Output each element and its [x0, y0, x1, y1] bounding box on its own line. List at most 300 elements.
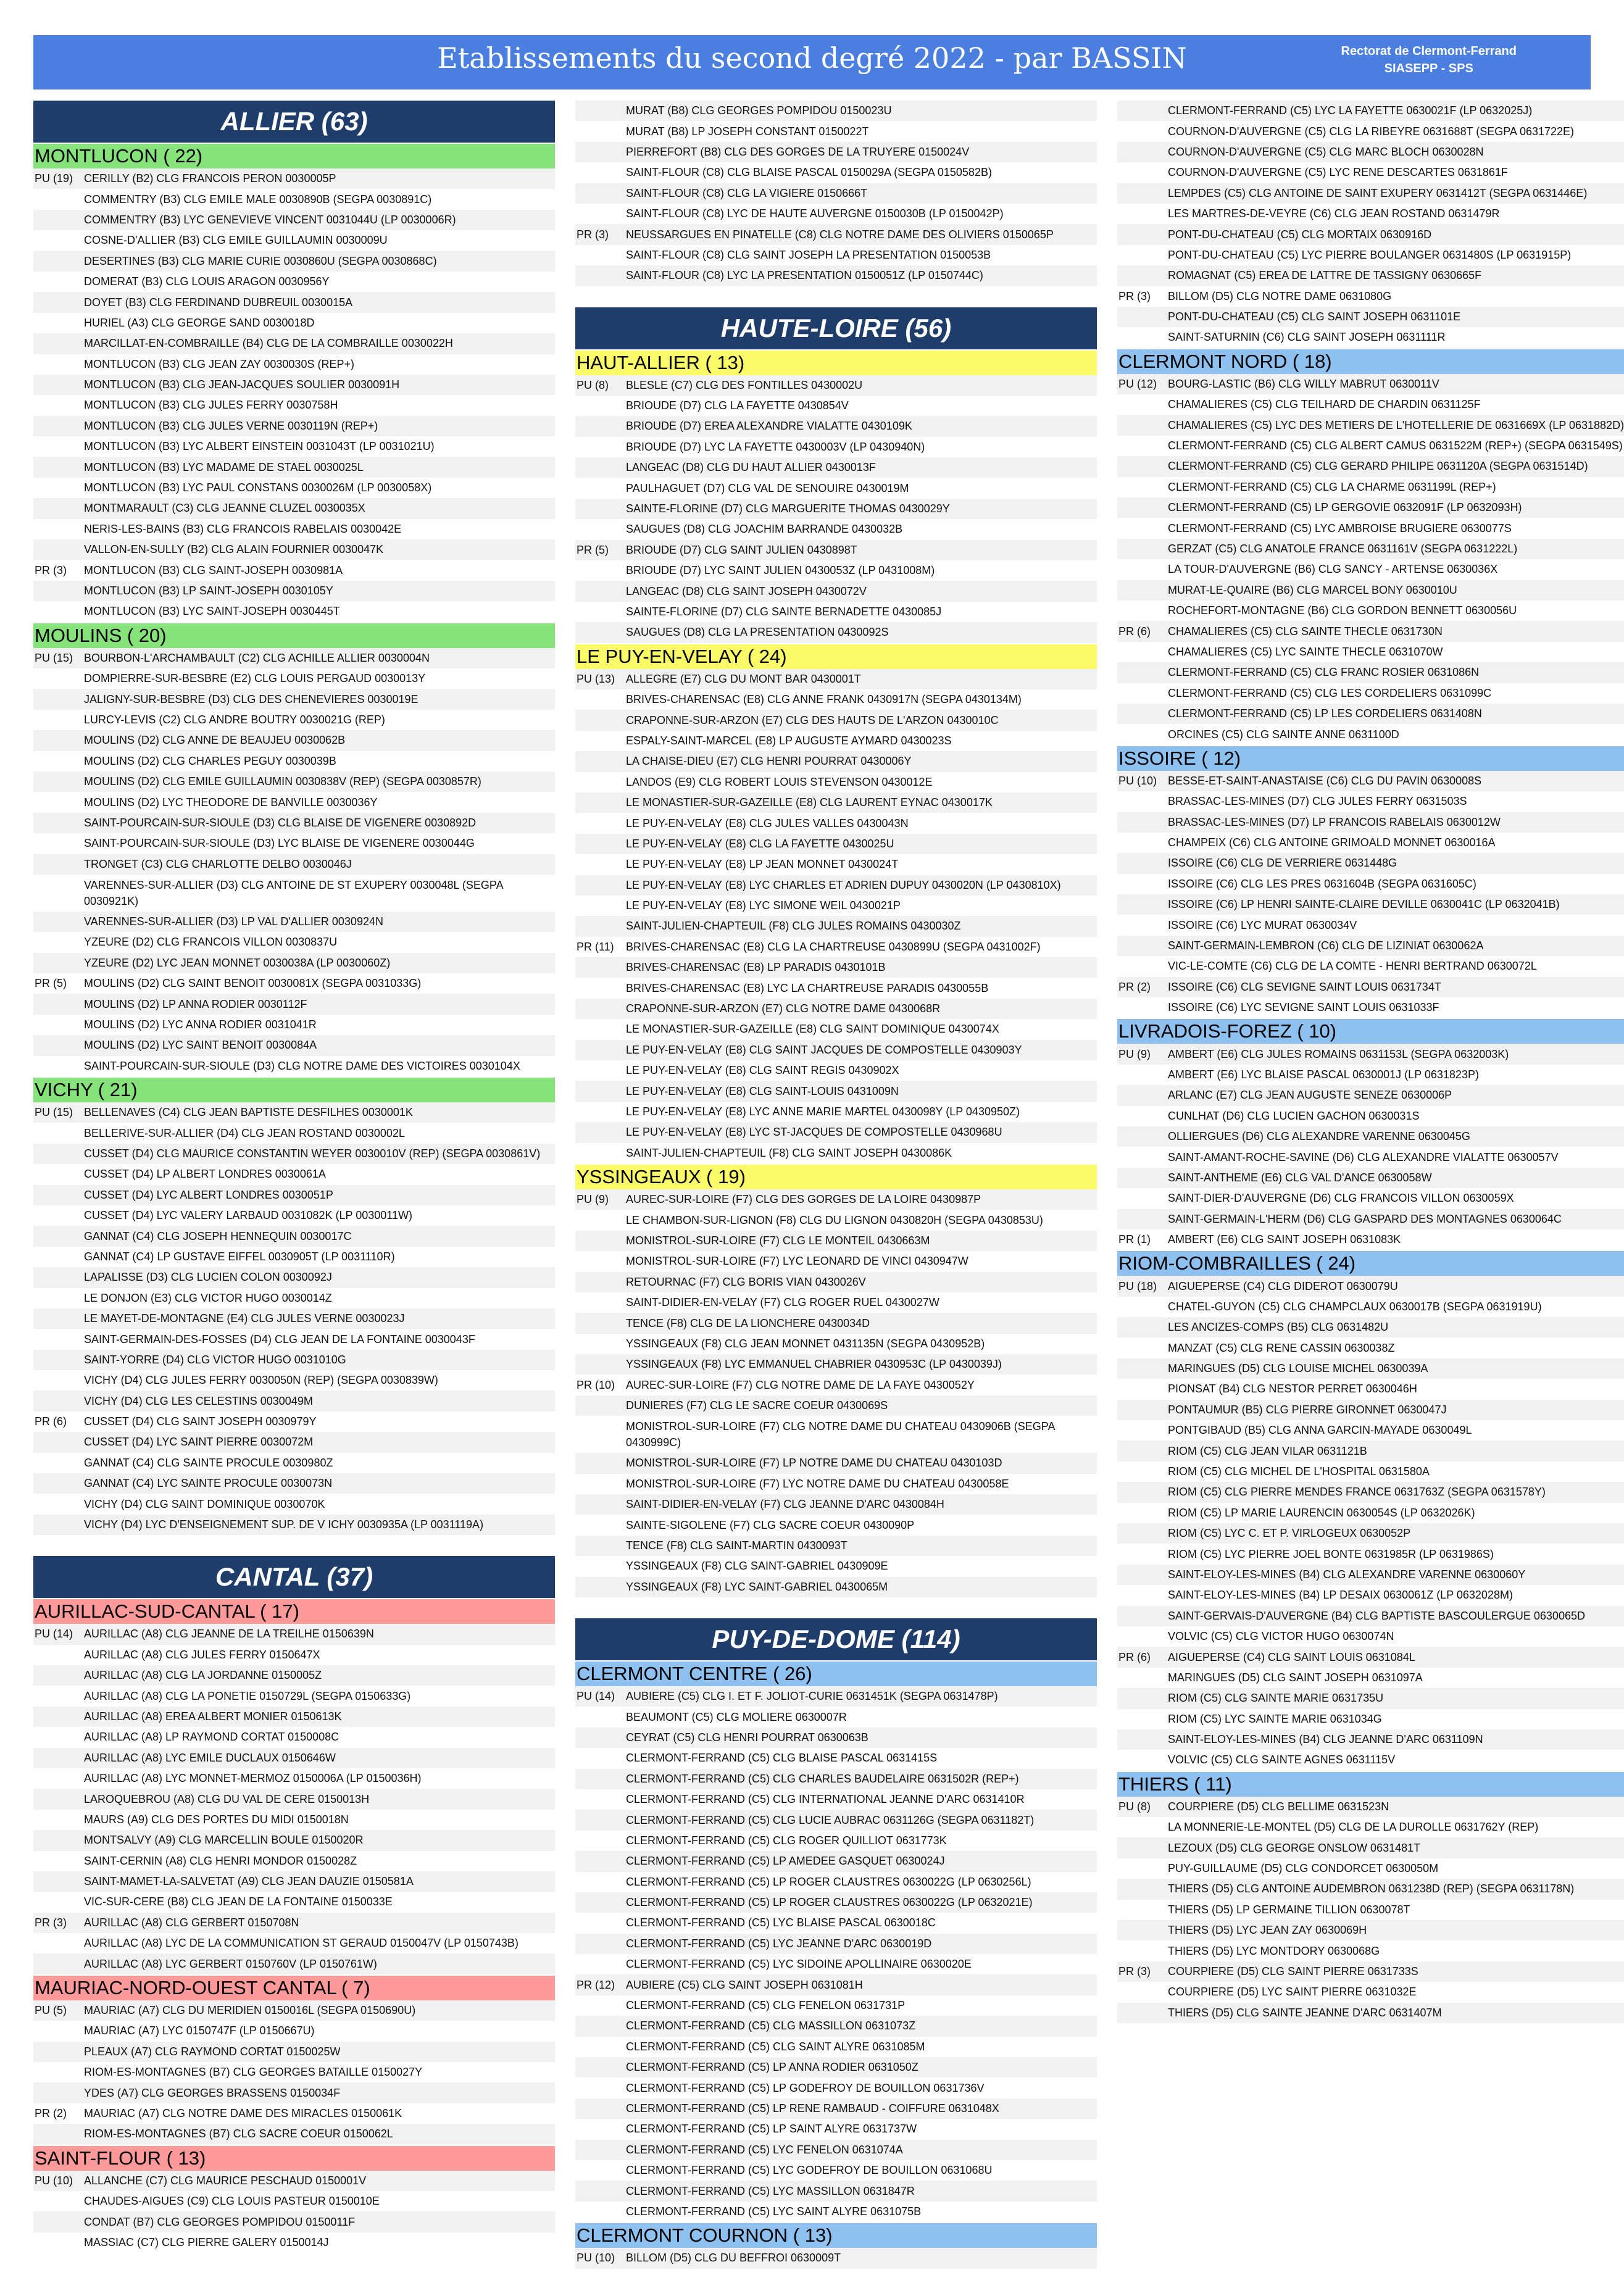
list-item [575, 957, 1097, 978]
sector-label: PU (18) [1118, 1279, 1157, 1292]
list-item [33, 1288, 555, 1308]
establishment-text: THIERS (D5) LYC MONTDORY 0630068G [1168, 1944, 1380, 1957]
establishment-text: RIOM (C5) CLG MICHEL DE L'HOSPITAL 0631580A [1168, 1465, 1430, 1478]
bassin-header: MOULINS ( 20) [33, 623, 555, 648]
list-item [575, 183, 1097, 204]
sector-label: PR (11) [577, 940, 614, 953]
establishment-text: YDES (A7) CLG GEORGES BRASSENS 0150034F [84, 2086, 341, 2099]
establishment-text: THIERS (D5) CLG ANTOINE AUDEMBRON 0631238D (REP) (SEGPA 0631178N) [1168, 1882, 1575, 1895]
establishment-text: ISSOIRE (C6) CLG DE VERRIERE 0631448G [1168, 857, 1397, 870]
establishment-text: LE PUY-EN-VELAY (E8) LYC CHARLES ET ADRIEN DUPUY 0430020N (LP 0430810X) [626, 878, 1061, 891]
establishment-text: COSNE-D'ALLIER (B3) CLG EMILE GUILLAUMIN 0030009U [84, 234, 388, 247]
establishment-text: MAURS (A9) CLG DES PORTES DU MIDI 0150018N [84, 1813, 349, 1826]
establishment-list [33, 2171, 555, 2253]
establishment-text: LE PUY-EN-VELAY (E8) LYC ST-JACQUES DE COMPOSTELLE 0430968U [626, 1126, 1002, 1139]
list-item [575, 499, 1097, 519]
list-item [33, 689, 555, 709]
list-item [33, 313, 555, 333]
list-item [575, 2057, 1097, 2078]
list-item [1117, 1147, 1624, 1167]
list-item [33, 251, 555, 272]
sector-label: PR (3) [1118, 289, 1151, 302]
establishment-text: LA TOUR-D'AUVERGNE (B6) CLG SANCY - ARTENSE 0630036X [1168, 563, 1498, 576]
list-item [1117, 580, 1624, 601]
establishment-text: MONTLUCON (B3) CLG JEAN-JACQUES SOULIER 0030091H [84, 378, 400, 391]
list-item [1117, 1940, 1624, 1961]
list-item [33, 1164, 555, 1184]
establishment-text: VICHY (D4) CLG JULES FERRY 0030050N (REP) (SEGPA 0030839W) [84, 1374, 438, 1387]
establishment-text: CUSSET (D4) LYC SAINT PIERRE 0030072M [84, 1436, 314, 1449]
establishment-text: AIGUEPERSE (C4) CLG SAINT LOUIS 0631084L [1168, 1650, 1415, 1663]
establishment-text: CLERMONT-FERRAND (C5) LP GODEFROY DE BOUILLON 0631736V [626, 2081, 985, 2094]
establishment-list [1117, 1797, 1624, 2023]
list-item [33, 1810, 555, 1830]
establishment-text: SAINT-ELOY-LES-MINES (B4) CLG JEANNE D'ARC 0631109N [1168, 1733, 1483, 1746]
sector-label: PU (8) [577, 378, 609, 391]
establishment-text: SAINTE-SIGOLENE (F7) CLG SACRE COEUR 0430090P [626, 1518, 915, 1531]
establishment-text: AUREC-SUR-LOIRE (F7) CLG DES GORGES DE LA LOIRE 0430987P [626, 1193, 981, 1206]
establishment-text: BRIOUDE (D7) CLG LA FAYETTE 0430854V [626, 399, 849, 412]
list-item [1117, 1441, 1624, 1461]
column-3 [1117, 101, 1624, 2023]
establishment-text: MONTLUCON (B3) LYC SAINT-JOSEPH 0030445T [84, 605, 340, 618]
list-item [1117, 642, 1624, 662]
establishment-text: PONT-DU-CHATEAU (C5) CLG MORTAIX 0630916D [1168, 228, 1432, 241]
list-item [575, 916, 1097, 936]
establishment-text: BRIVES-CHARENSAC (E8) CLG ANNE FRANK 0430917N (SEGPA 0430134M) [626, 693, 1022, 706]
list-item [575, 2119, 1097, 2139]
bassin-header: RIOM-COMBRAILLES ( 24) [1117, 1251, 1624, 1276]
establishment-text: CLERMONT-FERRAND (C5) LP GERGOVIE 0632091F (LP 0632093H) [1168, 501, 1522, 514]
establishment-text: RETOURNAC (F7) CLG BORIS VIAN 0430026V [626, 1275, 866, 1288]
establishment-text: CLERMONT-FERRAND (C5) LYC BLAISE PASCAL 0630018C [626, 1916, 936, 1929]
list-item [33, 1933, 555, 1953]
establishment-text: RIOM (C5) CLG SAINTE MARIE 0631735U [1168, 1692, 1384, 1705]
establishment-text: BOURG-LASTIC (B6) CLG WILLY MABRUT 0630011V [1168, 377, 1439, 390]
establishment-list [33, 2000, 555, 2145]
sector-label: PU (10) [1118, 774, 1157, 787]
establishment-text: SAINT-GERMAIN-LEMBRON (C6) CLG DE LIZINIAT 0630062A [1168, 939, 1484, 952]
list-item [1117, 1482, 1624, 1502]
establishment-text: GERZAT (C5) CLG ANATOLE FRANCE 0631161V (SEGPA 0631222L) [1168, 543, 1518, 555]
sector-label: PR (5) [577, 543, 609, 556]
list-item [33, 1871, 555, 1892]
establishment-list [1117, 1044, 1624, 1250]
establishment-text: LA CHAISE-DIEU (E7) CLG HENRI POURRAT 0430006Y [626, 755, 912, 768]
establishment-text: CRAPONNE-SUR-ARZON (E7) CLG DES HAUTS DE L'ARZON 0430010C [626, 713, 999, 726]
sector-label: PR (12) [577, 1978, 615, 1991]
bassin-header: VICHY ( 21) [33, 1078, 555, 1102]
establishment-text: RIOM (C5) CLG JEAN VILAR 0631121B [1168, 1444, 1367, 1457]
list-item [575, 1081, 1097, 1101]
list-item [33, 1035, 555, 1055]
list-item [33, 1247, 555, 1267]
list-item [33, 1432, 555, 1452]
list-item [33, 1892, 555, 1912]
list-item [33, 292, 555, 312]
list-item [575, 2098, 1097, 2119]
establishment-text: MOULINS (D2) CLG SAINT BENOIT 0030081X (SEGPA 0031033G) [84, 977, 422, 990]
establishment-text: SAINT-ELOY-LES-MINES (B4) CLG ALEXANDRE VARENNE 0630060Y [1168, 1568, 1526, 1581]
establishment-text: COURPIERE (D5) CLG SAINT PIERRE 0631733S [1168, 1965, 1418, 1978]
list-item [33, 2103, 555, 2124]
list-item [33, 854, 555, 875]
establishment-text: NERIS-LES-BAINS (B3) CLG FRANCOIS RABELAIS 0030042E [84, 522, 402, 535]
establishment-text: MOULINS (D2) LYC ANNA RODIER 0031041R [84, 1018, 317, 1031]
establishment-text: AURILLAC (A8) LYC DE LA COMMUNICATION ST GERAUD 0150047V (LP 0150743B) [84, 1937, 518, 1950]
list-item [33, 539, 555, 560]
establishment-list [1117, 1276, 1624, 1770]
list-item [33, 1748, 555, 1768]
list-item [1117, 1668, 1624, 1688]
list-item [1117, 1276, 1624, 1296]
list-item [1117, 1647, 1624, 1667]
list-item [33, 1329, 555, 1349]
establishment-text: COMMENTRY (B3) CLG EMILE MALE 0030890B (SEGPA 0030891C) [84, 193, 432, 206]
list-item [575, 375, 1097, 396]
list-item [33, 1308, 555, 1329]
list-item [575, 792, 1097, 813]
establishment-text: VOLVIC (C5) CLG VICTOR HUGO 0630074N [1168, 1630, 1394, 1643]
list-item [575, 245, 1097, 265]
sector-label: PR (5) [35, 977, 67, 990]
establishment-text: CLERMONT-FERRAND (C5) LYC MASSILLON 0631847R [626, 2184, 915, 2197]
bassin-header: THIERS ( 11) [1117, 1772, 1624, 1797]
list-item [1117, 204, 1624, 224]
establishment-text: LEMPDES (C5) CLG ANTOINE DE SAINT EXUPERY 0631412T (SEGPA 0631446E) [1168, 186, 1588, 199]
list-item [1117, 374, 1624, 394]
establishment-text: AURILLAC (A8) EREA ALBERT MONIER 0150613K [84, 1710, 342, 1723]
sector-label: PU (10) [35, 2174, 73, 2187]
establishment-text: CLERMONT-FERRAND (C5) LP ROGER CLAUSTRES 0630022G (LP 0630256L) [626, 1875, 1031, 1888]
list-item [575, 519, 1097, 539]
list-item [1117, 1229, 1624, 1250]
establishment-list [575, 375, 1097, 643]
list-item [1117, 1920, 1624, 1940]
sector-label: PU (14) [577, 1690, 615, 1703]
list-item [575, 1453, 1097, 1473]
establishment-text: VALLON-EN-SULLY (B2) CLG ALAIN FOURNIER 0030047K [84, 543, 384, 556]
list-item [33, 1102, 555, 1123]
list-item [575, 1474, 1097, 1494]
establishment-list [33, 648, 555, 1076]
list-item [1117, 245, 1624, 265]
list-item [1117, 1317, 1624, 1337]
list-item [1117, 915, 1624, 935]
establishment-text: PONTGIBAUD (B5) CLG ANNA GARCIN-MAYADE 0630049L [1168, 1424, 1472, 1437]
list-item [1117, 1462, 1624, 1482]
establishment-text: HURIEL (A3) CLG GEORGE SAND 0030018D [84, 316, 315, 329]
bassin-header: CLERMONT CENTRE ( 26) [575, 1662, 1097, 1686]
establishment-text: SAINT-JULIEN-CHAPTEUIL (F8) CLG JULES ROMAINS 0430030Z [626, 920, 961, 933]
list-item [575, 121, 1097, 141]
list-item [33, 498, 555, 518]
list-item [33, 2042, 555, 2062]
list-item [1117, 559, 1624, 580]
establishment-text: BILLOM (D5) CLG DU BEFFROI 0630009T [626, 2252, 841, 2265]
list-item [575, 540, 1097, 560]
list-item [33, 648, 555, 668]
establishment-text: VOLVIC (C5) CLG SAINTE AGNES 0631115V [1168, 1753, 1396, 1766]
list-item [575, 602, 1097, 622]
list-item [1117, 1797, 1624, 1817]
list-item [1117, 1585, 1624, 1605]
list-item [575, 1272, 1097, 1292]
list-item [1117, 415, 1624, 435]
establishment-text: MURAT (B8) LP JOSEPH CONSTANT 0150022T [626, 125, 869, 138]
bassin-header: LE PUY-EN-VELAY ( 24) [575, 644, 1097, 669]
establishment-text: PIERREFORT (B8) CLG DES GORGES DE LA TRUYERE 0150024V [626, 145, 970, 158]
list-item [575, 1728, 1097, 1748]
establishment-text: CLERMONT-FERRAND (C5) CLG GERARD PHILIPE 0631120A (SEGPA 0631514D) [1168, 460, 1588, 473]
list-item [575, 2140, 1097, 2160]
list-item [33, 2021, 555, 2041]
establishment-text: BRIOUDE (D7) LYC LA FAYETTE 0430003V (LP 0430940N) [626, 440, 925, 453]
establishment-text: MONTLUCON (B3) CLG JEAN ZAY 0030030S (REP+) [84, 357, 354, 370]
establishment-text: LE CHAMBON-SUR-LIGNON (F8) CLG DU LIGNON 0430820H (SEGPA 0430853U) [626, 1213, 1043, 1226]
list-item [33, 1226, 555, 1246]
list-item [1117, 1729, 1624, 1750]
list-item [575, 1954, 1097, 1974]
establishment-text: SAINT-DIDIER-EN-VELAY (F7) CLG ROGER RUEL 0430027W [626, 1296, 939, 1309]
establishment-text: AIGUEPERSE (C4) CLG DIDEROT 0630079U [1168, 1279, 1398, 1292]
establishment-text: ARLANC (E7) CLG JEAN AUGUSTE SENEZE 0630006P [1168, 1089, 1452, 1102]
establishment-text: LES MARTRES-DE-VEYRE (C6) CLG JEAN ROSTAND 0631479R [1168, 207, 1500, 220]
sector-label: PR (1) [1118, 1233, 1151, 1246]
bassin-header: CLERMONT NORD ( 18) [1117, 349, 1624, 374]
list-item [575, 1995, 1097, 2016]
list-item [1117, 1961, 1624, 1982]
list-item [575, 1334, 1097, 1354]
establishment-text: BLESLE (C7) CLG DES FONTILLES 0430002U [626, 378, 863, 391]
establishment-text: CUSSET (D4) CLG MAURICE CONSTANTIN WEYER 0030010V (REP) (SEGPA 0030861V) [84, 1147, 541, 1160]
establishment-text: AURILLAC (A8) LYC MONNET-MERMOZ 0150006A (LP 0150036H) [84, 1772, 422, 1785]
list-item [1117, 286, 1624, 307]
list-item [575, 2248, 1097, 2268]
department-header: HAUTE-LOIRE (56) [575, 307, 1097, 349]
establishment-text: LE DONJON (E3) CLG VICTOR HUGO 0030014Z [84, 1291, 332, 1304]
sector-label: PU (15) [35, 1106, 73, 1119]
establishment-list [575, 669, 1097, 1163]
establishment-text: MONTLUCON (B3) LYC MADAME DE STAEL 0030025L [84, 460, 364, 473]
establishment-text: CLERMONT-FERRAND (C5) LYC FENELON 0631074A [626, 2143, 903, 2156]
list-item [33, 1624, 555, 1644]
establishment-text: SAINTE-FLORINE (D7) CLG MARGUERITE THOMAS 0430029Y [626, 502, 950, 515]
list-item [575, 999, 1097, 1019]
establishment-list [1117, 771, 1624, 1018]
establishment-text: RIOM (C5) LYC C. ET P. VIRLOGEUX 0630052P [1168, 1527, 1411, 1540]
list-item [33, 1494, 555, 1514]
sector-label: PU (5) [35, 2004, 67, 2017]
establishment-text: CLERMONT-FERRAND (C5) LP SAINT ALYRE 0631737W [626, 2123, 917, 2136]
list-item [1117, 662, 1624, 683]
list-item [1117, 327, 1624, 347]
list-item [1117, 1337, 1624, 1358]
establishment-text: MONTSALVY (A9) CLG MARCELLIN BOULE 0150020R [84, 1834, 364, 1847]
list-item [1117, 142, 1624, 162]
list-item [575, 772, 1097, 792]
bassin-header: HAUT-ALLIER ( 13) [575, 351, 1097, 375]
establishment-list [575, 1686, 1097, 2222]
list-item [33, 932, 555, 952]
establishment-text: MURAT-LE-QUAIRE (B6) CLG MARCEL BONY 0630010U [1168, 583, 1457, 596]
list-item [1117, 539, 1624, 559]
bassin-header: MONTLUCON ( 22) [33, 144, 555, 168]
establishment-text: YZEURE (D2) CLG FRANCOIS VILLON 0030837U [84, 936, 338, 949]
establishment-text: BRIOUDE (D7) CLG SAINT JULIEN 0430898T [626, 543, 857, 556]
establishment-text: COURPIERE (D5) CLG BELLIME 0631523N [1168, 1800, 1389, 1813]
establishment-text: THIERS (D5) LYC JEAN ZAY 0630069H [1168, 1924, 1367, 1937]
list-item [1117, 307, 1624, 327]
list-item [1117, 771, 1624, 791]
list-item [33, 668, 555, 689]
establishment-text: BRIVES-CHARENSAC (E8) LYC LA CHARTREUSE PARADIS 0430055B [626, 981, 989, 994]
establishment-text: MONTLUCON (B3) LYC PAUL CONSTANS 0030026M (LP 0030058X) [84, 481, 432, 494]
list-item [33, 1707, 555, 1727]
list-item [33, 210, 555, 230]
list-item [33, 1370, 555, 1391]
establishment-text: CLERMONT-FERRAND (C5) CLG INTERNATIONAL JEANNE D'ARC 0631410R [626, 1793, 1025, 1806]
list-item [33, 1515, 555, 1535]
establishment-text: MOULINS (D2) LYC THEODORE DE BANVILLE 0030036Y [84, 796, 378, 809]
establishment-text: CRAPONNE-SUR-ARZON (E7) CLG NOTRE DAME 0430068R [626, 1002, 941, 1015]
establishment-text: ISSOIRE (C6) CLG LES PRES 0631604B (SEGPA 0631605C) [1168, 877, 1476, 890]
establishment-text: ALLANCHE (C7) CLG MAURICE PESCHAUD 0150001V [84, 2174, 367, 2187]
establishment-text: AUREC-SUR-LOIRE (F7) CLG NOTRE DAME DE LA FAYE 0430052Y [626, 1378, 975, 1391]
establishment-text: VARENNES-SUR-ALLIER (D3) CLG ANTOINE DE ST EXUPERY 0030048L (SEGPA 0030921K) [84, 878, 503, 907]
establishment-text: CHAMALIERES (C5) CLG TEILHARD DE CHARDIN 0631125F [1168, 398, 1481, 411]
list-item [575, 457, 1097, 478]
establishment-list [575, 101, 1097, 286]
list-item [575, 1974, 1097, 1995]
list-item [1117, 265, 1624, 286]
list-item [1117, 936, 1624, 956]
list-item [33, 395, 555, 415]
establishment-text: BRIVES-CHARENSAC (E8) CLG LA CHARTREUSE 0430899U (SEGPA 0431002F) [626, 940, 1041, 953]
establishment-text: BELLERIVE-SUR-ALLIER (D4) CLG JEAN ROSTAND 0030002L [84, 1126, 405, 1139]
establishment-text: PUY-GUILLAUME (D5) CLG CONDORCET 0630050M [1168, 1862, 1439, 1875]
list-item [575, 978, 1097, 998]
list-item [33, 953, 555, 973]
list-item [575, 1354, 1097, 1375]
list-item [1117, 977, 1624, 997]
establishment-text: AURILLAC (A8) LYC EMILE DUCLAUX 0150646W [84, 1751, 336, 1764]
list-item [575, 204, 1097, 224]
establishment-text: ROCHEFORT-MONTAGNE (B6) CLG GORDON BENNETT 0630056U [1168, 604, 1517, 617]
list-item [575, 854, 1097, 875]
list-item [575, 1913, 1097, 1933]
list-item [575, 937, 1097, 957]
establishment-text: DUNIERES (F7) CLG LE SACRE COEUR 0430069S [626, 1399, 888, 1412]
establishment-text: SAINT-GERVAIS-D'AUVERGNE (B4) CLG BAPTISTE BASCOULERGUE 0630065D [1168, 1609, 1585, 1622]
establishment-text: BRIOUDE (D7) LYC SAINT JULIEN 0430053Z (LP 0431008M) [626, 564, 935, 577]
establishment-text: YSSINGEAUX (F8) LYC EMMANUEL CHABRIER 0430953C (LP 0430039J) [626, 1358, 1002, 1371]
establishment-text: MARINGUES (D5) CLG SAINT JOSEPH 0631097A [1168, 1671, 1423, 1684]
establishment-text: SAINT-FLOUR (C8) CLG LA VIGIERE 0150666T [626, 186, 868, 199]
establishment-text: TENCE (F8) CLG DE LA LIONCHERE 0430034D [626, 1316, 870, 1329]
list-item [575, 1707, 1097, 1727]
list-item [33, 912, 555, 932]
list-item [575, 1395, 1097, 1416]
bassin-header: AURILLAC-SUD-CANTAL ( 17) [33, 1599, 555, 1624]
establishment-text: AURILLAC (A8) LP RAYMOND CORTAT 0150008C [84, 1731, 339, 1744]
column-2 [575, 101, 1097, 2269]
establishment-text: CLERMONT-FERRAND (C5) LYC JEANNE D'ARC 0630019D [626, 1937, 932, 1950]
establishment-text: MONISTROL-SUR-LOIRE (F7) LYC LEONARD DE VINCI 0430947W [626, 1255, 968, 1268]
sector-label: PR (6) [35, 1415, 67, 1428]
list-item [33, 333, 555, 354]
list-item [575, 1577, 1097, 1597]
list-item [33, 1768, 555, 1789]
list-item [33, 994, 555, 1014]
list-item [1117, 121, 1624, 141]
establishment-text: CUSSET (D4) LP ALBERT LONDRES 0030061A [84, 1168, 326, 1181]
list-item [575, 581, 1097, 601]
establishment-text: YSSINGEAUX (F8) CLG SAINT-GABRIEL 0430909E [626, 1560, 888, 1573]
list-item [33, 1015, 555, 1035]
list-item [575, 437, 1097, 457]
list-item [33, 710, 555, 730]
establishment-text: AUBIERE (C5) CLG I. ET F. JOLIOT-CURIE 0631451K (SEGPA 0631478P) [626, 1690, 998, 1703]
list-item [575, 101, 1097, 121]
establishment-text: AURILLAC (A8) CLG JULES FERRY 0150647X [84, 1648, 320, 1661]
establishment-text: CLERMONT-FERRAND (C5) LP LES CORDELIERS 0631408N [1168, 707, 1482, 720]
establishment-text: AURILLAC (A8) CLG LA PONETIE 0150729L (SEGPA 0150633G) [84, 1689, 411, 1702]
establishment-text: VARENNES-SUR-ALLIER (D3) LP VAL D'ALLIER 0030924N [84, 915, 383, 928]
establishment-text: CLERMONT-FERRAND (C5) CLG ALBERT CAMUS 0631522M (REP+) (SEGPA 0631549S) [1168, 439, 1623, 452]
establishment-text: AMBERT (E6) CLG SAINT JOSEPH 0631083K [1168, 1233, 1401, 1246]
list-item [575, 2160, 1097, 2181]
list-item [575, 689, 1097, 710]
list-item [33, 2082, 555, 2103]
establishment-text: VICHY (D4) LYC D'ENSEIGNEMENT SUP. DE V ICHY 0030935A (LP 0031119A) [84, 1518, 484, 1531]
establishment-text: CLERMONT-FERRAND (C5) CLG FRANC ROSIER 0631086N [1168, 666, 1480, 679]
establishment-text: SAINT-DIER-D'AUVERGNE (D6) CLG FRANCOIS VILLON 0630059X [1168, 1192, 1514, 1205]
rectorat-block [1341, 43, 1517, 77]
list-item [33, 1185, 555, 1205]
list-item [33, 1473, 555, 1494]
establishment-text: SAINT-GERMAIN-DES-FOSSES (D4) CLG JEAN DE LA FONTAINE 0030043F [84, 1333, 475, 1346]
list-item [575, 1831, 1097, 1851]
establishment-text: LE MONASTIER-SUR-GAZEILLE (E8) CLG SAINT DOMINIQUE 0430074X [626, 1023, 999, 1036]
establishment-text: LANGEAC (D8) CLG SAINT JOSEPH 0430072V [626, 584, 867, 597]
establishment-text: AMBERT (E6) CLG JULES ROMAINS 0631153L (SEGPA 0632003K) [1168, 1047, 1509, 1060]
list-item [1117, 518, 1624, 538]
establishment-list [575, 1189, 1097, 1597]
establishment-text: BOURBON-L'ARCHAMBAULT (C2) CLG ACHILLE ALLIER 0030004N [84, 651, 430, 664]
list-item [575, 1122, 1097, 1142]
establishment-text: CLERMONT-FERRAND (C5) LYC LA FAYETTE 0630021F (LP 0632025J) [1168, 104, 1533, 117]
establishment-text: BILLOM (D5) CLG NOTRE DAME 0631080G [1168, 289, 1392, 302]
establishment-text: NEUSSARGUES EN PINATELLE (C8) CLG NOTRE DAME DES OLIVIERS 0150065P [626, 228, 1054, 241]
rectorat-name: Rectorat de Clermont-Ferrand [1341, 44, 1517, 58]
list-item [575, 2202, 1097, 2222]
list-item [1117, 1379, 1624, 1399]
establishment-text: AMBERT (E6) LYC BLAISE PASCAL 0630001J (LP 0631823P) [1168, 1068, 1479, 1081]
list-item [575, 1872, 1097, 1892]
list-item [33, 168, 555, 189]
list-item [1117, 1900, 1624, 1920]
list-item [575, 1189, 1097, 1210]
establishment-text: DOYET (B3) CLG FERDINAND DUBREUIL 0030015A [84, 296, 353, 309]
list-item [33, 1953, 555, 1974]
establishment-text: SAINT-JULIEN-CHAPTEUIL (F8) CLG SAINT JOSEPH 0430086K [626, 1146, 952, 1159]
establishment-text: MOULINS (D2) CLG CHARLES PEGUY 0030039B [84, 754, 336, 767]
list-item [575, 1748, 1097, 1768]
establishment-text: MOULINS (D2) CLG ANNE DE BEAUJEU 0030062B [84, 734, 346, 747]
list-item [1117, 1879, 1624, 1899]
list-item [33, 2171, 555, 2191]
